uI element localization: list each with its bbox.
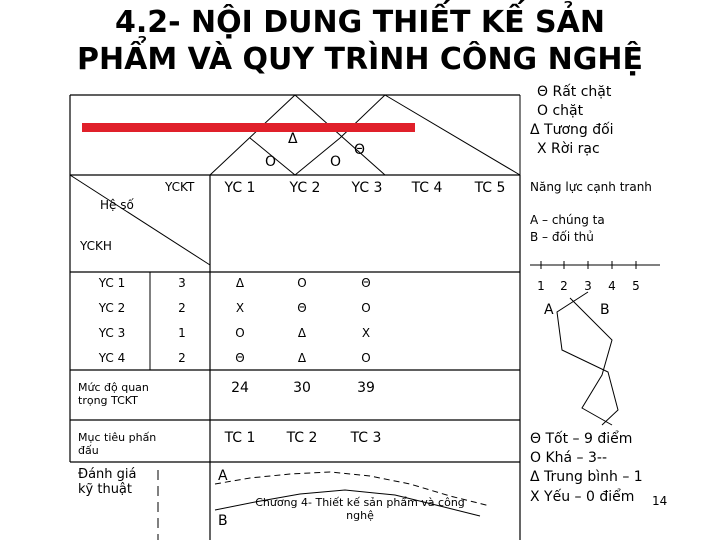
cell-yc4-yc3: O bbox=[361, 351, 371, 365]
competition-legend-b: B – đối thủ bbox=[530, 230, 594, 244]
scale-1: 1 bbox=[537, 279, 545, 293]
scale-3: 3 bbox=[584, 279, 592, 293]
target-tc1: TC 1 bbox=[224, 430, 256, 446]
row-coef-yc1: 3 bbox=[178, 276, 186, 290]
row-label-yc3: YC 3 bbox=[98, 326, 126, 340]
tech-eval-b: B bbox=[218, 513, 228, 529]
column-header-tc4: TC 4 bbox=[411, 180, 443, 196]
score-legend-1: Θ Tốt – 9 điểm bbox=[530, 431, 633, 447]
competition-legend-a: A – chúng ta bbox=[530, 213, 605, 227]
relation-legend-1: Θ Rất chặt bbox=[537, 84, 612, 100]
competition-title: Năng lực cạnh tranh bbox=[530, 180, 652, 194]
cell-yc2-yc2: Θ bbox=[297, 301, 307, 315]
footer-text: Chương 4- Thiết kế sản phẩm và công nghệ bbox=[255, 496, 465, 522]
cell-yc4-yc2: Δ bbox=[297, 351, 307, 365]
tech-eval-label: Đánh giá kỹ thuật bbox=[78, 467, 137, 497]
cell-yc3-yc1: O bbox=[235, 326, 245, 340]
competition-b-label: B bbox=[600, 302, 610, 318]
cell-yc3-yc3: X bbox=[361, 326, 371, 340]
importance-yc3: 39 bbox=[357, 380, 375, 396]
relation-legend-3: Δ Tương đối bbox=[530, 122, 614, 138]
row-coef-yc4: 2 bbox=[178, 351, 186, 365]
importance-yc2: 30 bbox=[293, 380, 311, 396]
cell-yc2-yc1: X bbox=[235, 301, 245, 315]
importance-label: Mức độ quan trọng TCKT bbox=[78, 381, 149, 407]
score-legend-4: X Yếu – 0 điểm bbox=[530, 489, 635, 505]
roof-symbol-23: Θ bbox=[354, 142, 366, 158]
red-highlight-bar bbox=[82, 123, 415, 132]
page-number: 14 bbox=[652, 494, 668, 508]
cell-yc2-yc3: O bbox=[361, 301, 371, 315]
slide-title-line1: 4.2- NỘI DUNG THIẾT KẾ SẢN bbox=[115, 5, 605, 40]
tech-eval-a: A bbox=[218, 468, 228, 484]
cell-yc1-yc2: O bbox=[297, 276, 307, 290]
row-label-yc4: YC 4 bbox=[98, 351, 126, 365]
importance-yc1: 24 bbox=[231, 380, 249, 396]
target-tc2: TC 2 bbox=[286, 430, 318, 446]
cell-yc1-yc3: Θ bbox=[361, 276, 371, 290]
score-legend-3: Δ Trung bình – 1 bbox=[530, 469, 643, 485]
cell-yc4-yc1: Θ bbox=[235, 351, 245, 365]
slide-title-line2: PHẨM VÀ QUY TRÌNH CÔNG NGHỆ bbox=[77, 42, 643, 77]
target-tc3: TC 3 bbox=[350, 430, 382, 446]
column-header-yc3: YC 3 bbox=[351, 180, 383, 196]
row-label-yc1: YC 1 bbox=[98, 276, 126, 290]
relation-legend-4: X Rời rạc bbox=[537, 141, 600, 157]
row-label-yc2: YC 2 bbox=[98, 301, 126, 315]
yckt-label: YCKT bbox=[165, 180, 195, 194]
cell-yc1-yc1: Δ bbox=[235, 276, 245, 290]
relation-legend-2: O chặt bbox=[537, 103, 584, 119]
column-header-tc5: TC 5 bbox=[474, 180, 506, 196]
column-header-yc2: YC 2 bbox=[289, 180, 321, 196]
column-header-yc1: YC 1 bbox=[224, 180, 256, 196]
scale-4: 4 bbox=[608, 279, 616, 293]
row-coef-yc3: 1 bbox=[178, 326, 186, 340]
score-legend-2: O Khá – 3-- bbox=[530, 450, 608, 466]
targets-label: Mục tiêu phấn đấu bbox=[78, 431, 157, 457]
cell-yc3-yc2: Δ bbox=[297, 326, 307, 340]
competition-a-label: A bbox=[544, 302, 554, 318]
scale-5: 5 bbox=[632, 279, 640, 293]
row-coef-yc2: 2 bbox=[178, 301, 186, 315]
roof-symbol-12: O bbox=[265, 154, 277, 170]
he-so-label: Hệ số bbox=[100, 198, 134, 212]
scale-2: 2 bbox=[560, 279, 568, 293]
roof-symbol-24: O bbox=[330, 154, 342, 170]
yckh-label: YCKH bbox=[80, 239, 112, 253]
roof-symbol-13: Δ bbox=[288, 131, 298, 147]
